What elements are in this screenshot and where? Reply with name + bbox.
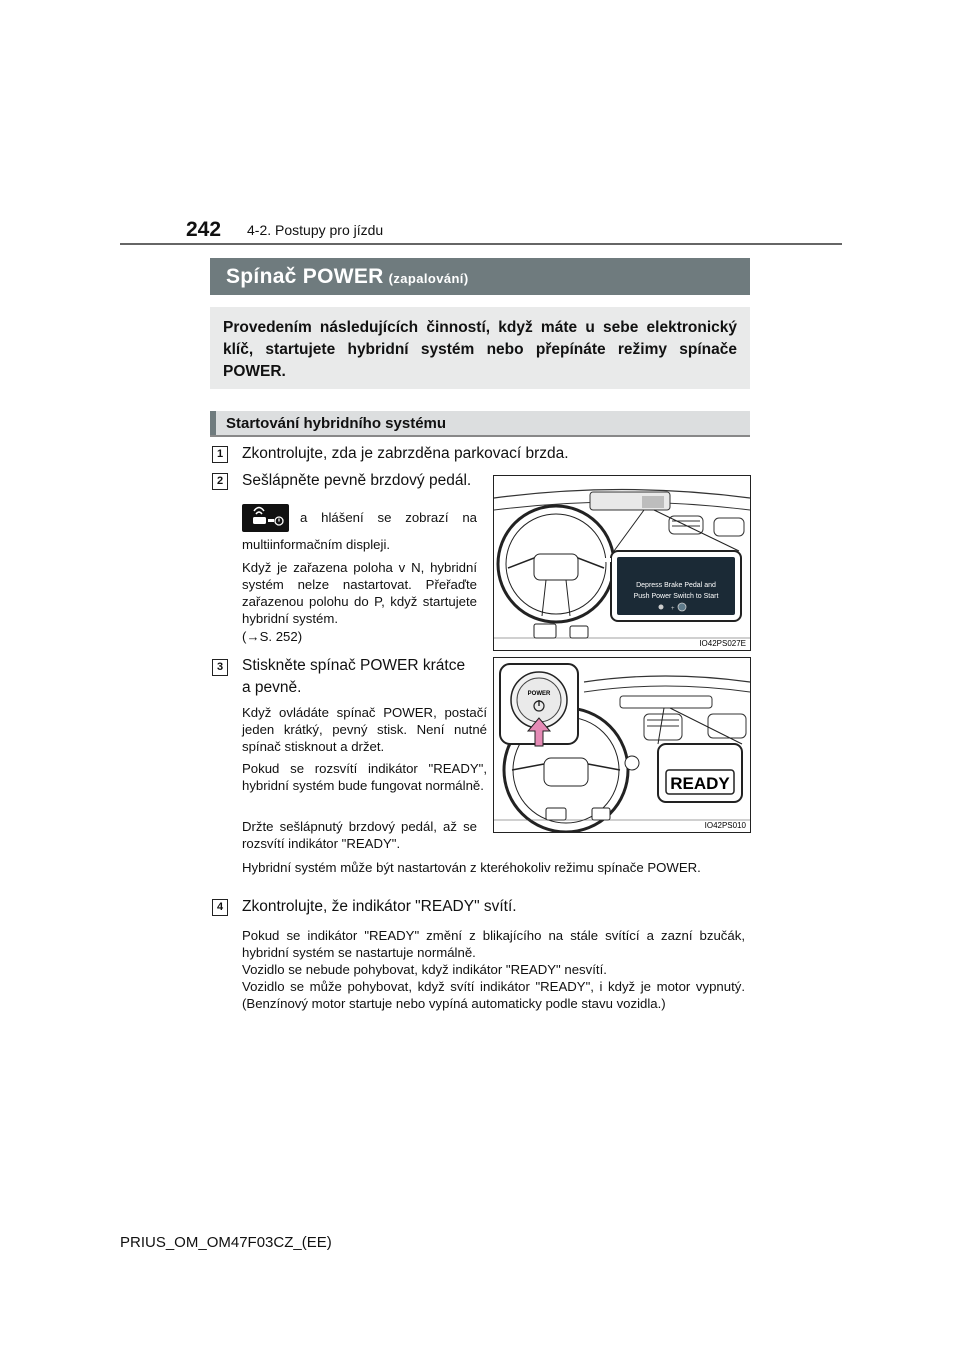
subsection-header: [210, 411, 750, 437]
step-4-note-2: Vozidlo se nebude pohybovat, když indikátor "READY" nesvítí.: [242, 962, 607, 977]
step-4-text: Zkontrolujte, že indikátor "READY" svítí.: [242, 898, 517, 915]
header-rule: [120, 243, 842, 245]
title-bar: [210, 258, 750, 295]
step-2-note-1-cont: multiinformačním displeji.: [242, 537, 391, 552]
fig2-power-label: POWER: [527, 691, 551, 697]
step-badge-3: 3: [212, 659, 228, 676]
intro-text: Provedením následujících činností, když máte u sebe elektronický klíč, startujete hybridní systém nebo přepínáte režimy spínače POWER.: [223, 319, 737, 380]
svg-text:+: +: [671, 606, 675, 612]
figure-power-switch-ready: [493, 657, 751, 833]
figure-1-code: IO42PS027E: [699, 639, 746, 648]
step-2-text: Sešlápněte pevně brzdový pedál.: [242, 472, 472, 489]
figure-brake-pedal-message: [493, 475, 751, 651]
figure-2-code: IO42PS010: [704, 821, 746, 830]
step-2-note-1: a hlášení se zobrazí na: [300, 510, 477, 525]
step-badge-4: 4: [212, 899, 228, 916]
fig1-msg-line1: Depress Brake Pedal and: [636, 582, 716, 589]
step-badge-1: 1: [212, 446, 228, 463]
section-title: 4-2. Postupy pro jízdu: [247, 222, 384, 238]
step-3-note-3: Držte sešlápnutý brzdový pedál, až se rozsvítí indikátor "READY".: [242, 819, 477, 851]
fig2-ready-label: READY: [670, 774, 730, 793]
step-3-text-line2: a pevně.: [242, 679, 302, 696]
brake-key-warning-icon: [242, 504, 289, 532]
step-2-note-2-ref: (→S. 252): [242, 629, 303, 644]
subsection-accent: [210, 411, 216, 435]
page-subtitle: (zapalování): [388, 271, 469, 286]
subsection-title: Startování hybridního systému: [226, 415, 447, 432]
step-3-text-line1: Stiskněte spínač POWER krátce: [242, 657, 466, 674]
step-4-note-1: Pokud se indikátor "READY" změní z blikajícího na stále svítící a zazní bzučák, hybridní systém se nastartuje normálně.: [242, 928, 745, 960]
step-3-note-4: Hybridní systém může být nastartován z kteréhokoliv režimu spínače POWER.: [242, 860, 701, 875]
step-badge-2: 2: [212, 473, 228, 490]
step-4-note-3: Vozidlo se může pohybovat, když svítí indikátor "READY", i když je motor vypnutý. (Benzínový motor startuje nebo vypíná automaticky podle stavu vozidla.): [242, 979, 745, 1011]
step-3-note-1: Když ovládáte spínač POWER, postačí jeden krátký, pevný stisk. Není nutné spínač stisknout a držet.: [242, 705, 487, 754]
fig1-msg-line2: Push Power Switch to Start: [633, 593, 719, 600]
footer-doc-id: PRIUS_OM_OM47F03CZ_(EE): [120, 1234, 332, 1251]
page-title: Spínač POWER (zapalování): [226, 265, 469, 288]
step-3-note-2: Pokud se rozsvítí indikátor "READY", hybridní systém bude fungovat normálně.: [242, 761, 487, 793]
page-number: 242: [186, 218, 222, 241]
step-2-note-2: Když je zařazena poloha v N, hybridní systém nelze nastartovat. Přeřaďte zařazenou polohu do P, když startujete hybridní systém.: [242, 560, 477, 626]
intro-box: [210, 307, 750, 389]
step-1-text: Zkontrolujte, zda je zabrzděna parkovací brzda.: [242, 445, 569, 462]
